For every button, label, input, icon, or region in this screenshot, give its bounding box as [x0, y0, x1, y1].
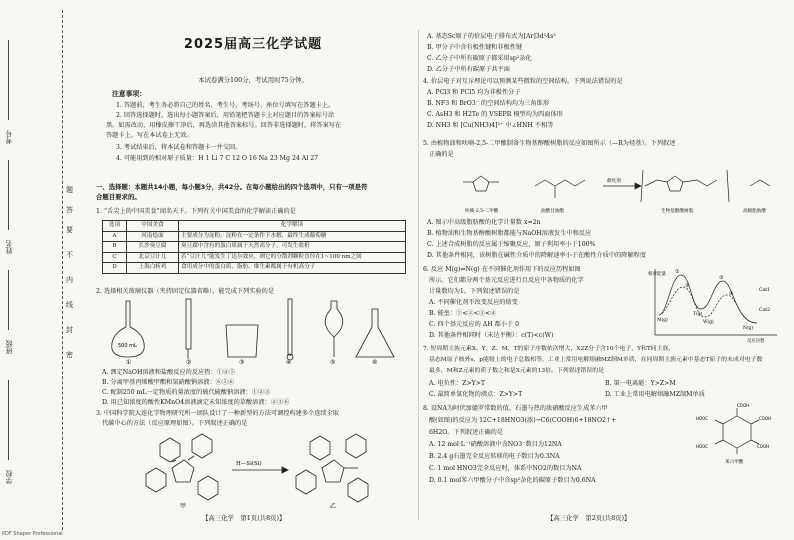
notice-item: 答题卡上。写在本试卷上无效。	[106, 132, 193, 139]
label-glyceride: 油酸甘油酯	[541, 209, 564, 214]
q1-stem: 1. “舌尖上的中国美食”闻名天下。下列有关中国美食的化学解读正确的是	[96, 208, 296, 215]
path-cat2	[659, 287, 757, 323]
q3-option: B. 甲分子中含有极性键和非极性键	[427, 44, 523, 51]
table-header-row	[103, 221, 406, 232]
fig-label: ②	[186, 359, 192, 365]
binding-strip	[0, 0, 88, 540]
table-row	[103, 242, 406, 253]
cooh-group: HOOC	[696, 416, 709, 421]
notice-item: 3. 考试结束后，将本试卷和答题卡一并交回。	[116, 144, 242, 151]
notice-heading: 注意事项：	[112, 90, 146, 98]
seal-word: 线	[66, 301, 73, 309]
q3-stem: 3. 中国科学院大连化学物理研究所一团队设计了一种新型的方法可调控构建多个连续全取	[96, 410, 339, 417]
q4-stem: 4. 价层电子对互斥理论可以预测某些微粒的空间结构。下列说法错误的是	[423, 78, 623, 85]
glassware-figure	[106, 297, 406, 365]
q7-option: D. 工业上常用电解熔融MZ制M单质	[605, 391, 705, 398]
col-header: 中国美食	[127, 221, 179, 232]
legend-cat1: Cat1	[759, 288, 771, 293]
cooh-group: COOH	[759, 416, 772, 421]
class-line	[8, 270, 9, 330]
mellitic-acid-structure	[695, 402, 779, 464]
notice-item: 1. 答题前，考生务必将自己的姓名、考生号、考场号、座位号填写在答题卡上。	[116, 102, 335, 109]
label-furandicarboxylic-acid: 呋喃-2,5-二甲酸	[465, 209, 499, 214]
q1-table	[102, 220, 406, 274]
q6-stem-cont: 计量数均为1。下列叙述错误的是	[429, 288, 520, 295]
seal-word: 内	[66, 276, 73, 284]
energy-profile-chart	[647, 265, 783, 345]
species-label: N(g)	[743, 326, 754, 331]
q4-option: D. NH3 和 [Cu(NH3)4]²⁺ 中∠HNH 不相等	[427, 122, 554, 129]
chart-ylabel: 相对能量	[648, 272, 666, 277]
name-line	[8, 160, 9, 230]
q7-option: B. 第一电离能：Y>Z>M	[605, 380, 676, 387]
label-name: 姓名	[5, 240, 13, 254]
q4-option: A. PCl3 和 PCl5 均为非极性分子	[427, 89, 521, 96]
q3-option: A. 基态Sc原子的价层电子排布式为[Ar]3d¹4s²	[427, 33, 556, 40]
seal-word: 封	[66, 326, 73, 334]
watermark-corner: PDF Shaper Professional	[2, 531, 63, 537]
exam-no-line	[8, 40, 9, 120]
exam-title: 2025届高三化学试题	[183, 37, 323, 52]
path-cat1	[659, 275, 757, 323]
q3-option: C. 乙分子中所有碳原子都采用sp²杂化	[427, 55, 532, 62]
species-label: W(g)	[703, 320, 714, 325]
exam-info: 本试卷满分100分，考试用时75分钟。	[198, 76, 308, 84]
seal-word: 密	[66, 351, 73, 359]
separatory-funnel	[325, 301, 343, 337]
footer-right: 【高三化学 第2页(共8页)】	[547, 514, 631, 522]
q6-stem-cont: 所示。它们都分两个基元反应进行且反应中各物质的化学	[429, 277, 584, 284]
fig-label: ③	[239, 359, 245, 365]
section-heading: 一、选择题：本题共14小题，每小题3分，共42分。在每小题给出的四个选项中，只有一项是符	[96, 183, 368, 191]
q6-option: B. 能垒：①<②<③<④	[429, 310, 497, 317]
q6-option: D. 其他条件相同时（未达平衡）：c(T)<c(W)	[429, 332, 554, 339]
col-header: 化学解读	[179, 221, 406, 232]
label-resin: 生物基醇酸树脂	[661, 209, 694, 214]
q5-option: C. 上述合成树脂的反应属于缩聚反应，原子利用率小于100%	[427, 241, 596, 248]
ring-yi	[322, 460, 344, 482]
species-label: M(g)	[657, 318, 668, 323]
cell: 食用成分中的蛋白质、脂肪、维生素都属于有机高分子	[179, 263, 406, 274]
q7-option: A. 电负性：Z>Y>T	[429, 380, 486, 387]
cooh-group: HOOC	[696, 444, 709, 449]
q2-option: A. 测定NaOH溶液和盐酸反应的反应热：①④⑤	[102, 369, 236, 376]
q4-option: B. NF3 和 BrO3⁻ 的空间结构均为三角锥形	[427, 100, 550, 107]
q7-option: C. 最简单氢化物的沸点：Z>Y>T	[429, 391, 523, 398]
col-header: 选项	[103, 221, 127, 232]
section-heading-cont: 合题目要求的。	[96, 193, 141, 201]
q7-stem-cont: 最多，M和Z元素的质子数之和是X元素的13倍。下列叙述错误的是	[429, 368, 604, 374]
q5-stem: 5. 由植物油和呋喃-2,5-二甲酸制备生物基醇酸树脂的反应如图所示（—R为烃基）。下列叙述	[423, 140, 676, 147]
barrier-label: ④	[729, 291, 734, 297]
q8-stem-cont: 6H2O。下列叙述正确的是	[429, 429, 504, 436]
seal-word: 不	[66, 251, 73, 259]
polymer-furan-ring	[667, 176, 683, 191]
reaction-figure	[132, 430, 392, 510]
page-1	[92, 0, 414, 540]
page-divider	[418, 30, 419, 520]
flask-volume-label: 500 mL	[118, 343, 137, 349]
school-line	[8, 380, 9, 460]
reagent-label: H—Si(Si)	[236, 461, 262, 467]
q2-option: C. 配制250 mL一定物质的量浓度的硫代硫酸钠溶液：①②③	[102, 389, 271, 396]
cell: C	[103, 252, 127, 263]
q3-stem-cont: 代碳中心的方法（反应原理如图）。下列叙述正确的是	[102, 420, 248, 427]
cell: 主要成分为淀粉，淀粉在一定条件下水解，最终生成葡萄糖	[179, 231, 406, 242]
chart-xlabel: 反应历程	[747, 339, 765, 344]
seal-word: 答	[66, 206, 73, 214]
q6-stem: 6. 反应 M(g)⇌N(g) 在不同催化剂作用下的反应历程如图	[423, 266, 581, 273]
label-catalyst: 催化剂	[607, 179, 621, 184]
polymer-reaction-figure	[435, 162, 780, 216]
glyceride-chain	[535, 180, 585, 186]
q8-stem: 8. 设NA为阿伏加德罗常数的值。石墨与热的浓硝酸反应生成苯六甲	[423, 405, 608, 412]
q2-stem: 2. 选择相关玻璃仪器（夹持固定仪器省略），能完成下列实验的是	[96, 288, 275, 295]
q5-stem-cont: 正确的是	[429, 151, 454, 158]
legend-cat2: Cat2	[759, 308, 771, 313]
barrier-label: ②	[685, 283, 690, 289]
fig-label: ⑥	[372, 359, 378, 365]
label-jia: 甲	[180, 503, 187, 510]
label-school: 学校	[5, 470, 13, 484]
q7-stem: 7. 短周期主族元素X、Y、Z、M、T的原子序数依次增大，X2Z分子含10个电子，Y和T同主族，	[423, 346, 675, 352]
q7-stem-cont: 基态M原子核外s、p能级上的电子总数相等，工业上常用电解熔融MZ制M单质，在同周期主族元素中基态T原子的未成对电子数	[429, 357, 763, 363]
barrier-label: ①	[675, 269, 680, 275]
cell: 北京豆汁儿	[127, 252, 179, 263]
erlenmeyer-flask	[356, 309, 394, 357]
ring-jia	[172, 460, 194, 482]
q8-option: B. 2.4 g石墨完全反应转移的电子数目为0.3NA	[429, 453, 560, 460]
q5-option: A. 图示中高级脂肪酸的化学计量数 x=2n	[427, 219, 541, 226]
q5-option: D. 其他条件相同，该树脂在碱性介质中的降解速率小于在酸性介质中的降解程度	[427, 252, 647, 259]
benzene-ring	[723, 416, 751, 448]
seal-word: 题	[66, 186, 73, 194]
cell: 臭豆腐中含有的蛋白质属于天然高分子，可发生盐析	[179, 242, 406, 253]
q2-option: B. 分离甲基丙烯酸甲酯和氢硝酸钠溶液：⑥⑤⑥	[102, 379, 235, 386]
q6-option: C. 四个基元反应的 ΔH 都小于 0	[429, 321, 520, 328]
barrier-label: ③	[719, 275, 724, 281]
structure-label: 苯六甲酸	[725, 460, 744, 464]
q2-option: D. 用已知浓度的酸性KMnO4溶液滴定未知浓度的草酸溶液：②③⑥	[102, 399, 290, 406]
table-row	[103, 252, 406, 263]
label-class: 班级	[5, 340, 13, 354]
seal-word: 要	[66, 226, 73, 234]
fig-label: ⑤	[330, 359, 336, 365]
species-label: T(g)	[693, 312, 703, 317]
furan-ring	[473, 176, 489, 191]
cooh-group: COOH	[757, 444, 770, 449]
q8-stem-cont: 酸(如图)的反应为 12C+18HNO3(浓)→C6(COOH)6+18NO2↑+	[429, 417, 617, 424]
fig-label: ④	[286, 359, 292, 365]
q8-option: A. 12 mol·L⁻¹硝酸溶液中含NO3⁻数目为12NA	[429, 441, 562, 448]
binding-dashed-line	[62, 10, 63, 530]
cell: A	[103, 231, 127, 242]
beaker	[226, 325, 258, 357]
table-row	[103, 231, 406, 242]
label-yi: 乙	[330, 503, 337, 510]
cell: B	[103, 242, 127, 253]
burette-acid	[186, 299, 191, 349]
cell: D	[103, 263, 127, 274]
page-2	[425, 0, 783, 540]
notice-item: 4. 可能用到的相对原子质量：H 1 Li 7 C 12 O 16 Na 23 Mg 24 Al 27	[116, 155, 319, 162]
cooh-group: COOH	[737, 403, 750, 408]
q6-option: A. 不同催化剂不改变反应的焓变	[429, 299, 518, 306]
footer-left: 【高三化学 第1页(共8页)】	[202, 514, 286, 522]
q4-option: C. AsH3 和 H2Te 的 VSEPR 模型均为四面体形	[427, 111, 563, 118]
cell: 若“豆汁儿”能发生丁达尔效应，则它的分散剂颗粒直径在1~100 nm之间	[179, 252, 406, 263]
q8-option: C. 1 mol HNO3完全反应时，体系中NO2的数目为NA	[429, 465, 582, 472]
label-fatty-acid: 高级脂肪酸	[743, 209, 766, 214]
fig-label: ①	[126, 359, 132, 365]
q3-option: D. 乙分子中所有碳原子共平面	[427, 66, 510, 73]
q5-option: B. 植物油和生物基醇酸树脂都能与NaOH溶液发生中和反应	[427, 230, 592, 237]
thermometer	[288, 299, 292, 355]
notice-item: 黑。如需改动，用橡皮擦干净后，再选涂其他答案标号。回答非选择题时，将答案写在	[106, 122, 342, 129]
notice-item: 2. 回答选择题时，选出每小题答案后，用铅笔把答题卡上对应题目的答案标号涂	[116, 112, 335, 119]
q8-option: D. 0.1 mol苯六甲酸分子中含sp²杂化的碳原子数目为0.6NA	[429, 477, 596, 484]
cell: 上海白斩鸡	[127, 263, 179, 274]
cell: 长沙臭豆腐	[127, 242, 179, 253]
table-row	[103, 263, 406, 274]
label-exam-no: 考号	[5, 130, 13, 144]
cell: 河南烩面	[127, 231, 179, 242]
